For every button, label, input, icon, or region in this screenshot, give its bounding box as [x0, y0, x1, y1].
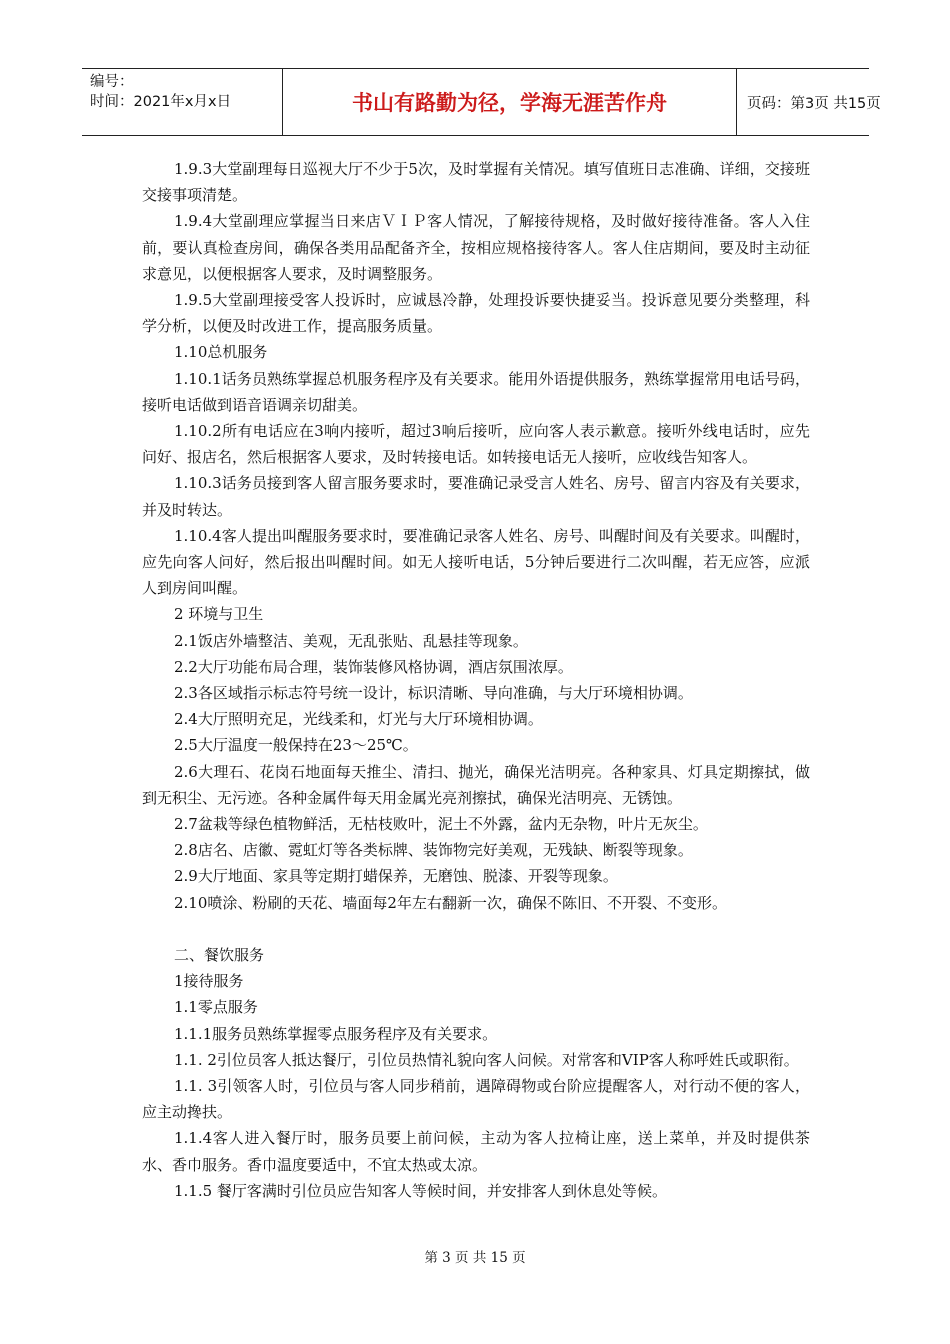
document-code-label: 编号：	[90, 74, 134, 90]
page-footer: 第 3 页 共 15 页	[424, 1250, 526, 1266]
paragraph-1-9-4: 1.9.4大堂副理应掌握当日来店ＶＩＰ客人情况，了解接待规格，及时做好接待准备。客人入住前，要认真检查房间，确保各类用品配备齐全，按相应规格接待客人。客人住店期间，要及时主动征求意见，以便根据客人要求，及时调整服务。	[142, 212, 810, 283]
paragraph-2-4: 2.4大厅照明充足，光线柔和，灯光与大厅环境相协调。	[174, 710, 543, 729]
page-number-label: 页码：第3页 共15页	[747, 95, 881, 112]
paragraph-1-9-3: 1.9.3大堂副理每日巡视大厅不少于5次，及时掌握有关情况。填写值班日志准确、详细，交接班交接事项清楚。	[142, 160, 810, 205]
paragraph-2-3: 2.3各区域指示标志符号统一设计，标识清晰、导向准确，与大厅环境相协调。	[174, 684, 693, 703]
paragraph-1-10-3: 1.10.3话务员接到客人留言服务要求时，要准确记录受言人姓名、房号、留言内容及有关要求，并及时转达。	[142, 474, 810, 519]
document-body	[142, 156, 810, 1204]
header-page-info	[737, 69, 881, 135]
section-heading-1-1: 1.1零点服务	[174, 998, 258, 1017]
section-spacer	[146, 916, 810, 942]
document-date: 时间：2021年x月x日	[90, 94, 232, 110]
paragraph-2-9: 2.9大厅地面、家具等定期打蜡保养，无磨蚀、脱漆、开裂等现象。	[174, 867, 618, 886]
paragraph-1-1-3: 1.1. 3引领客人时，引位员与客人同步稍前，遇障碍物或台阶应提醒客人，对行动不便的客人，应主动搀扶。	[142, 1076, 810, 1122]
paragraph-2-8: 2.8店名、店徽、霓虹灯等各类标牌、装饰物完好美观，无残缺、断裂等现象。	[174, 841, 693, 860]
paragraph-1-1-2: 1.1. 2引位员客人抵达餐厅，引位员热情礼貌向客人问候。对常客和VIP客人称呼姓氏或职衔。	[174, 1050, 799, 1069]
paragraph-2-6: 2.6大理石、花岗石地面每天推尘、清扫、抛光，确保光洁明亮。各种家具、灯具定期擦拭，做到无积尘、无污迹。各种金属件每天用金属光亮剂擦拭，确保光洁明亮、无锈蚀。	[142, 762, 810, 807]
paragraph-1-1-4: 1.1.4客人进入餐厅时，服务员要上前问候，主动为客人拉椅让座，送上菜单，并及时提供茶水、香巾服务。香巾温度要适中，不宜太热或太凉。	[142, 1129, 810, 1174]
paragraph-1-9-5: 1.9.5大堂副理接受客人投诉时，应诚恳冷静，处理投诉要快捷妥当。投诉意见要分类整理，科学分析，以便及时改进工作，提高服务质量。	[142, 291, 810, 336]
header-meta	[82, 69, 282, 135]
page-header	[82, 68, 881, 136]
paragraph-2-1: 2.1饭店外墙整洁、美观，无乱张贴、乱悬挂等现象。	[174, 631, 528, 650]
section-heading-2: 2 环境与卫生	[174, 605, 264, 624]
section-heading-reception: 1接待服务	[174, 972, 244, 991]
chapter-heading-catering: 二、餐饮服务	[174, 945, 265, 964]
paragraph-1-1-5: 1.1.5 餐厅客满时引位员应告知客人等候时间，并安排客人到休息处等候。	[174, 1181, 667, 1200]
paragraph-2-5: 2.5大厅温度一般保持在23～25℃。	[174, 736, 418, 755]
paragraph-1-10-2: 1.10.2所有电话应在3响内接听，超过3响后接听，应向客人表示歉意。接听外线电话时，应先问好、报店名，然后根据客人要求，及时转接电话。如转接电话无人接听，应收线告知客人。	[142, 422, 810, 467]
paragraph-1-10-4: 1.10.4客人提出叫醒服务要求时，要准确记录客人姓名、房号、叫醒时间及有关要求。叫醒时，应先向客人问好，然后报出叫醒时间。如无人接听电话，5分钟后要进行二次叫醒，若无应答，应派人到房间叫醒。	[142, 526, 810, 598]
header-motto: 书山有路勤为径，学海无涯苦作舟	[282, 69, 737, 135]
section-heading-1-10: 1.10总机服务	[174, 343, 268, 362]
paragraph-1-10-1: 1.10.1话务员熟练掌握总机服务程序及有关要求。能用外语提供服务，熟练掌握常用电话号码，接听电话做到语音语调亲切甜美。	[142, 369, 810, 414]
paragraph-2-7: 2.7盆栽等绿色植物鲜活，无枯枝败叶，泥土不外露，盆内无杂物，叶片无灰尘。	[174, 815, 708, 834]
paragraph-2-10: 2.10喷涂、粉刷的天花、墙面每2年左右翻新一次，确保不陈旧、不开裂、不变形。	[174, 893, 727, 912]
paragraph-1-1-1: 1.1.1服务员熟练掌握零点服务程序及有关要求。	[174, 1024, 498, 1043]
paragraph-2-2: 2.2大厅功能布局合理，装饰装修风格协调，酒店氛围浓厚。	[174, 657, 573, 676]
